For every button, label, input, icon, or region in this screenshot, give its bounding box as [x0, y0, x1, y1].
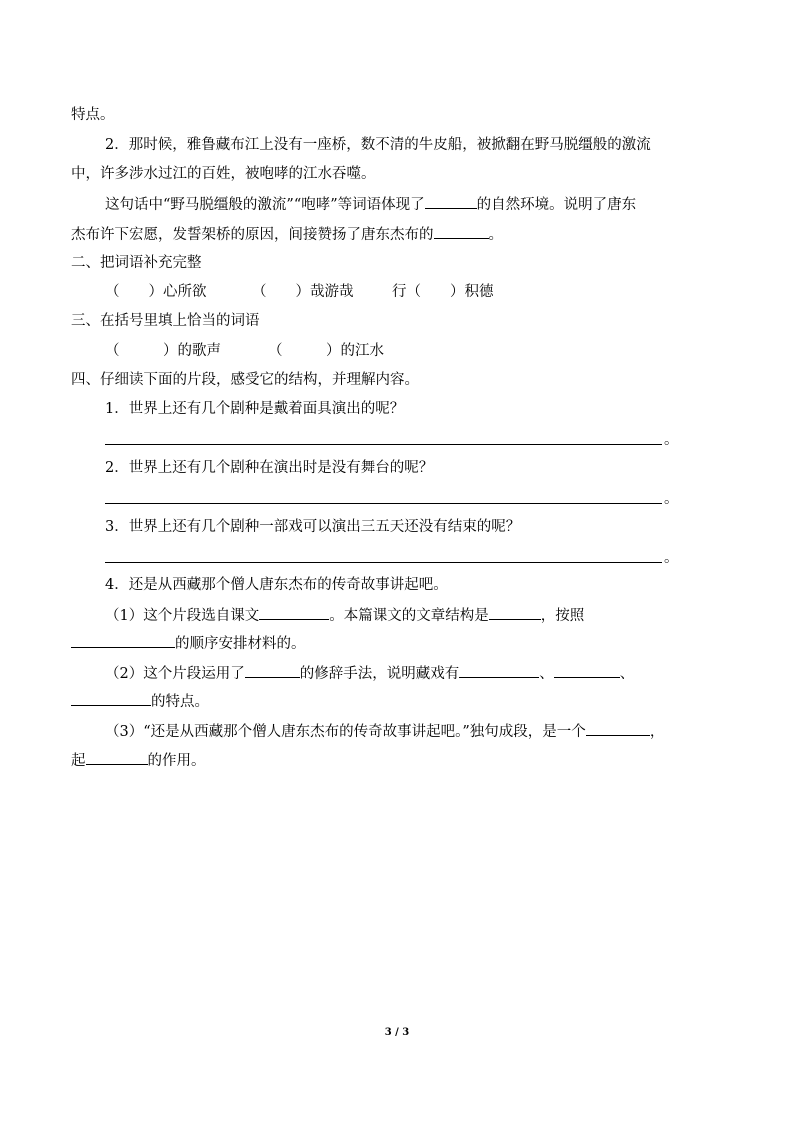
answer-blank[interactable] — [434, 224, 489, 239]
text-segment: 的特点。 — [151, 694, 209, 710]
text-segment: 的自然环境。说明了唐东 — [476, 197, 637, 213]
answer-blank[interactable] — [245, 663, 300, 678]
text-line: 2．那时候，雅鲁藏布江上没有一座桥，数不清的牛皮船，被掀翻在野马脱缰般的激流 — [105, 137, 651, 153]
text-segment: ，按照 — [540, 608, 585, 624]
question-line: 4．还是从西藏那个僧人唐东杰布的传奇故事讲起吧。 — [105, 577, 448, 593]
answer-blank[interactable] — [425, 194, 477, 209]
fill-item: 行（ ）积德 — [392, 284, 494, 300]
text-segment: 的顺序安排材料的。 — [175, 636, 306, 652]
text-segment: 、 — [619, 666, 635, 682]
text-line: 中，许多涉水过江的百姓，被咆哮的江水吞噬。 — [71, 166, 376, 182]
question-line: 3．世界上还有几个剧种一部戏可以演出三五天还没有结束的呢？ — [105, 519, 521, 535]
fill-item: （ ）心所欲 — [105, 284, 207, 300]
answer-blank[interactable] — [489, 605, 541, 620]
fill-item: （ ）的江水 — [268, 343, 384, 359]
text-segment: 的作用。 — [147, 753, 206, 769]
answer-blank[interactable] — [86, 750, 148, 765]
question-line: 2．世界上还有几个剧种在演出时是没有舞台的呢？ — [105, 460, 434, 476]
text-segment: 这句话中“野马脱缰般的激流”“咆哮”等词语体现了 — [105, 197, 425, 213]
text-segment: 。 — [488, 227, 503, 243]
question-line — [71, 750, 206, 771]
answer-blank[interactable] — [259, 605, 329, 620]
question-line — [105, 605, 584, 626]
answer-blank[interactable] — [459, 663, 539, 678]
text-segment: （1）这个片段选自课文 — [105, 608, 260, 624]
answer-blank[interactable] — [586, 721, 650, 736]
text-segment: 的修辞手法，说明藏戏有 — [299, 666, 460, 682]
period-mark: 。 — [664, 432, 679, 448]
question-line — [71, 691, 209, 712]
fill-item: （ ）的歌声 — [105, 343, 221, 359]
text-segment: 。本篇课文的文章结构是 — [329, 608, 489, 624]
period-mark: 。 — [664, 491, 679, 507]
answer-blank[interactable] — [554, 663, 620, 678]
section-heading: 三、在括号里填上恰当的词语 — [71, 313, 260, 329]
answer-line[interactable] — [105, 503, 662, 504]
text-segment: （2）这个片段运用了 — [105, 666, 245, 682]
fill-item: （ ）哉游哉 — [252, 284, 354, 300]
question-line — [71, 633, 306, 654]
page-number: 3 / 3 — [384, 1027, 410, 1038]
answer-blank[interactable] — [71, 633, 175, 648]
question-line — [105, 663, 634, 684]
text-segment: 起 — [71, 753, 86, 769]
question-line — [105, 194, 636, 215]
answer-line[interactable] — [105, 444, 662, 445]
text-segment: 杰布许下宏愿，发誓架桥的原因，间接赞扬了唐东杰布的 — [71, 227, 434, 243]
section-heading: 四、仔细读下面的片段，感受它的结构，并理解内容。 — [71, 372, 419, 388]
question-line: 1．世界上还有几个剧种是戴着面具演出的呢？ — [105, 401, 405, 417]
text-segment: 、 — [539, 666, 554, 682]
text-segment: （3）“还是从西藏那个僧人唐东杰布的传奇故事讲起吧。”独句成段，是一个 — [105, 724, 586, 740]
question-line — [71, 224, 503, 245]
period-mark: 。 — [664, 550, 679, 566]
text-segment: ， — [649, 724, 665, 740]
text-line: 特点。 — [71, 107, 115, 123]
section-heading: 二、把词语补充完整 — [71, 255, 202, 271]
answer-line[interactable] — [105, 562, 662, 563]
answer-blank[interactable] — [71, 691, 151, 706]
question-line — [105, 721, 664, 742]
